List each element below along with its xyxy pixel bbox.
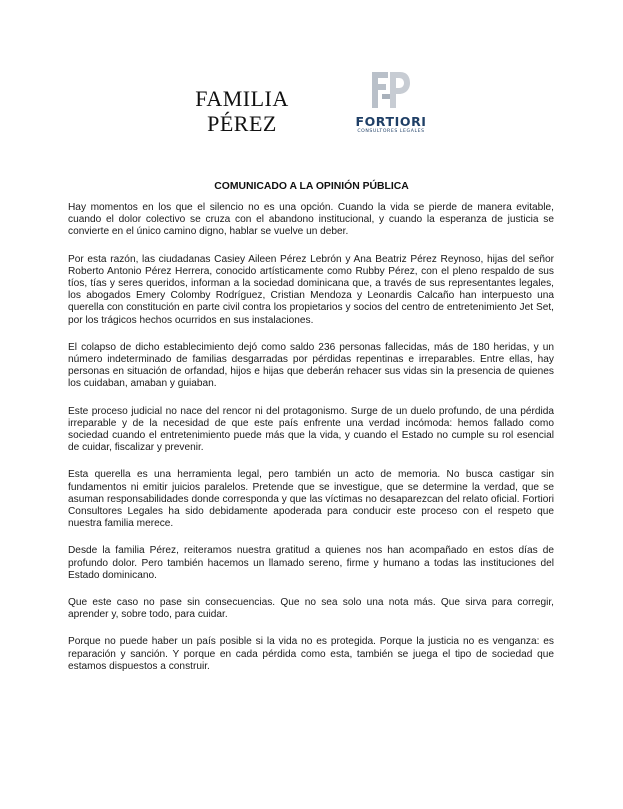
paragraph: Esta querella es una herramienta legal, pero también un acto de memoria. No busca castigar sin fundamentos ni emitir juicios paralelos. Pretende que se investigue, que se determine la verdad, que se asuman responsabilidades donde corresponda y que las víctimas no desaparezcan del relato oficial. Fortiori Consultores Legales ha sido debidamente apoderada para conducir este proceso con el respeto que nuestra familia merece.: [68, 469, 554, 530]
familia-perez-logo-line2: PÉREZ: [207, 111, 277, 136]
fortiori-logo-name: FORTIORI: [355, 114, 427, 129]
document-body: [68, 202, 554, 688]
fortiori-logo: [348, 70, 434, 132]
paragraph: Hay momentos en los que el silencio no es una opción. Cuando la vida se pierde de manera evitable, cuando el dolor colectivo se cruza con el abandono institucional, y cuando la esperanza de justicia se convierte en el único camino digno, hablar se vuelve un deber.: [68, 202, 554, 238]
paragraph: El colapso de dicho establecimiento dejó como saldo 236 personas fallecidas, más de 180 heridas, y un número indeterminado de familias desgarradas por pérdidas repentinas e irreparables. Entre ellas, hay personas en situación de orfandad, hijos e hijas que deberán rehacer sus vidas sin la presencia de quienes los cuidaban, amaban y guiaban.: [68, 341, 554, 390]
fortiori-fp-monogram-icon: [370, 70, 412, 112]
paragraph: Por esta razón, las ciudadanas Casiey Aileen Pérez Lebrón y Ana Beatriz Pérez Reynoso, hijas del señor Roberto Antonio Pérez Herrera, conocido artísticamente como Rubby Pérez, con el pleno respaldo de sus tíos, tías y seres queridos, informan a la sociedad dominicana que, a través de sus representantes legales, los abogados Emery Colomby Rodríguez, Cristian Mendoza y Leonardis Calcaño han interpuesto una querella con constitución en parte civil contra los propietarios y socios del centro de entretenimiento Jet Set, por los trágicos hechos ocurridos en sus instalaciones.: [68, 253, 554, 326]
familia-perez-logo-line1: FAMILIA: [195, 86, 289, 111]
paragraph: Este proceso judicial no nace del rencor ni del protagonismo. Surge de un duelo profundo, de una pérdida irreparable y de la necesidad de que este país enfrente una verdad incómoda: hemos fallado como sociedad cuando el entretenimiento puede más que la vida, y cuando el Estado no cumple su rol esencial de cuidar, fiscalizar y prevenir.: [68, 405, 554, 454]
paragraph: Que este caso no pase sin consecuencias. Que no sea solo una nota más. Que sirva para corregir, aprender y, sobre todo, para cuidar.: [68, 597, 554, 621]
familia-perez-logo: [190, 86, 294, 136]
fortiori-logo-tagline: CONSULTORES LEGALES: [357, 129, 425, 134]
paragraph: Desde la familia Pérez, reiteramos nuestra gratitud a quienes nos han acompañado en estos días de profundo dolor. Pero también hacemos un llamado sereno, firme y humano a todas las instituciones del Estado dominicano.: [68, 545, 554, 581]
document-title: COMUNICADO A LA OPINIÓN PÚBLICA: [214, 181, 409, 192]
paragraph: Porque no puede haber un país posible si la vida no es protegida. Porque la justicia no es venganza: es reparación y sanción. Y porque en cada pérdida como esta, también se juega el tipo de sociedad que estamos dispuestos a construir.: [68, 636, 554, 672]
